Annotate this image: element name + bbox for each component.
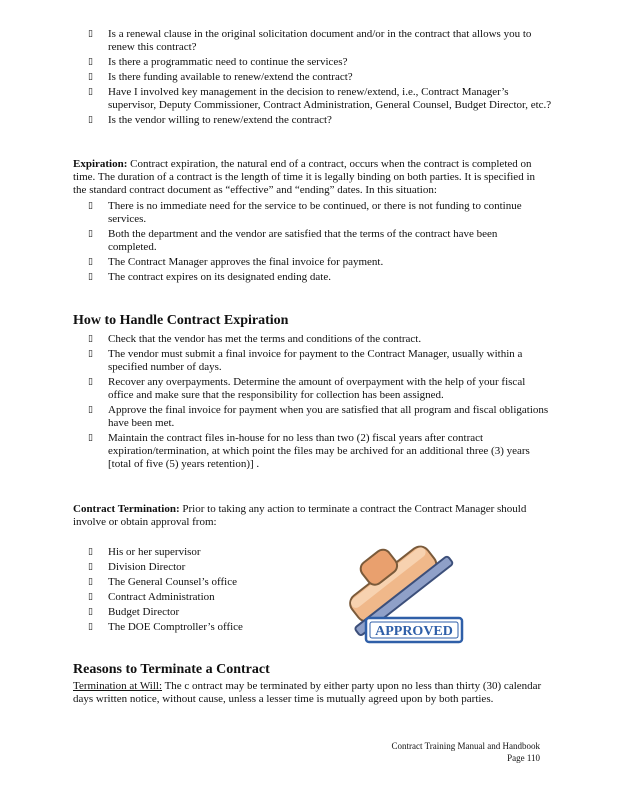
list-item [88,28,553,54]
list-item-text: Approve the final invoice for payment when you are satisfied that all program and fiscal obligations have been met. [108,404,549,429]
list-item-text: Recover any overpayments. Determine the amount of overpayment with the help of your fiscal office and make sure that the responsibility for collection has been assigned. [108,376,526,401]
termination-at-will-paragraph [73,680,551,706]
approver-list [88,546,318,634]
list-item-text: There is no immediate need for the service to be continued, or there is not funding to continue services. [108,200,522,225]
list-item-text: The Contract Manager approves the final invoice for payment. [108,256,384,268]
list-item [88,256,548,269]
section-heading-reasons: Reasons to Terminate a Contract [73,662,270,677]
list-item-text: Have I involved key management in the decision to renew/extend, i.e., Contract Manager’s supervisor, Deputy Commissioner, Contract Administration, General Counsel, Budget Director, etc.? [108,86,552,111]
list-item [88,271,548,284]
bullet-icon: ▯ [88,547,93,557]
list-item [88,71,553,84]
stamp-icon [320,545,470,645]
bullet-icon: ▯ [88,334,93,344]
expiration-label: Expiration: [73,158,128,170]
list-item-text: The vendor must submit a final invoice for payment to the Contract Manager, usually within a specified number of days. [108,348,523,373]
list-item-text: Both the department and the vendor are satisfied that the terms of the contract have been completed. [108,228,498,253]
list-item-text: Budget Director [108,606,180,618]
list-item [88,228,548,254]
list-item [88,546,318,559]
list-item-text: The contract expires on its designated ending date. [108,271,331,283]
list-item-text: The General Counsel’s office [108,576,238,588]
bullet-icon: ▯ [88,622,93,632]
bullet-icon: ▯ [88,405,93,415]
bullet-icon: ▯ [88,562,93,572]
list-item [88,333,553,346]
bullet-icon: ▯ [88,257,93,267]
bullet-icon: ▯ [88,607,93,617]
list-item-text: Division Director [108,561,186,573]
list-item [88,56,553,69]
bullet-icon: ▯ [88,592,93,602]
stamp-text: APPROVED [375,624,453,639]
termination-text: Prior to taking any action to terminate a contract the Contract Manager should involve or obtain approval from: [73,503,527,528]
list-item [88,200,548,226]
footer-manual-title: Contract Training Manual and Handbook [391,741,540,751]
bullet-icon: ▯ [88,87,93,97]
expiration-steps [88,333,553,473]
expiration-text: Contract expiration, the natural end of a contract, occurs when the contract is completed on time. The duration of a contract is the length of time it is legally binding on both parties. It is specified in the standard contract document as “effective” and “ending” dates. In this situation: [73,158,535,196]
approved-stamp-image [320,545,470,645]
list-item-text: Is there a programmatic need to continue the services? [108,56,348,68]
list-item-text: Is a renewal clause in the original solicitation document and/or in the contract that allows you to renew this contract? [108,28,532,53]
list-item [88,432,553,471]
list-item [88,576,318,589]
list-item [88,348,553,374]
bullet-icon: ▯ [88,272,93,282]
bullet-icon: ▯ [88,72,93,82]
list-item [88,561,318,574]
bullet-icon: ▯ [88,229,93,239]
bullet-icon: ▯ [88,201,93,211]
list-item-text: Maintain the contract files in-house for no less than two (2) fiscal years after contract expiration/termination, at which point the files may be archived for an additional three (3) years [total of five (5) years retention)] . [108,432,530,470]
renewal-questions [88,28,553,129]
section-heading-expiration: How to Handle Contract Expiration [73,313,289,328]
bullet-icon: ▯ [88,577,93,587]
list-item-text: His or her supervisor [108,546,201,558]
termination-label: Contract Termination: [73,503,180,515]
termination-paragraph [73,503,551,529]
list-item-text: Is the vendor willing to renew/extend the contract? [108,114,332,126]
list-item-text: Check that the vendor has met the terms and conditions of the contract. [108,333,422,345]
list-item-text: The DOE Comptroller’s office [108,621,243,633]
renewal-question-list [88,28,553,127]
bullet-icon: ▯ [88,115,93,125]
list-item [88,114,553,127]
bullet-icon: ▯ [88,377,93,387]
bullet-icon: ▯ [88,57,93,67]
list-item-text: Is there funding available to renew/extend the contract? [108,71,353,83]
page-footer [392,740,540,764]
list-item [88,86,553,112]
expiration-condition-list [88,200,548,284]
list-item [88,376,553,402]
list-item [88,591,318,604]
expiration-step-list [88,333,553,471]
list-item [88,606,318,619]
bullet-icon: ▯ [88,29,93,39]
expiration-conditions [88,200,548,286]
footer-page-number: Page 110 [507,753,540,763]
bullet-icon: ▯ [88,349,93,359]
termination-at-will-label: Termination at Will: [73,680,163,692]
termination-at-will-text: The c ontract may be terminated by either party upon no less than thirty (30) calendar days written notice, without cause, unless a lesser time is mutually agreed upon by both parties. [73,680,542,705]
list-item [88,404,553,430]
expiration-paragraph [73,158,551,197]
list-item-text: Contract Administration [108,591,215,603]
approvers [88,546,318,636]
list-item [88,621,318,634]
bullet-icon: ▯ [88,433,93,443]
